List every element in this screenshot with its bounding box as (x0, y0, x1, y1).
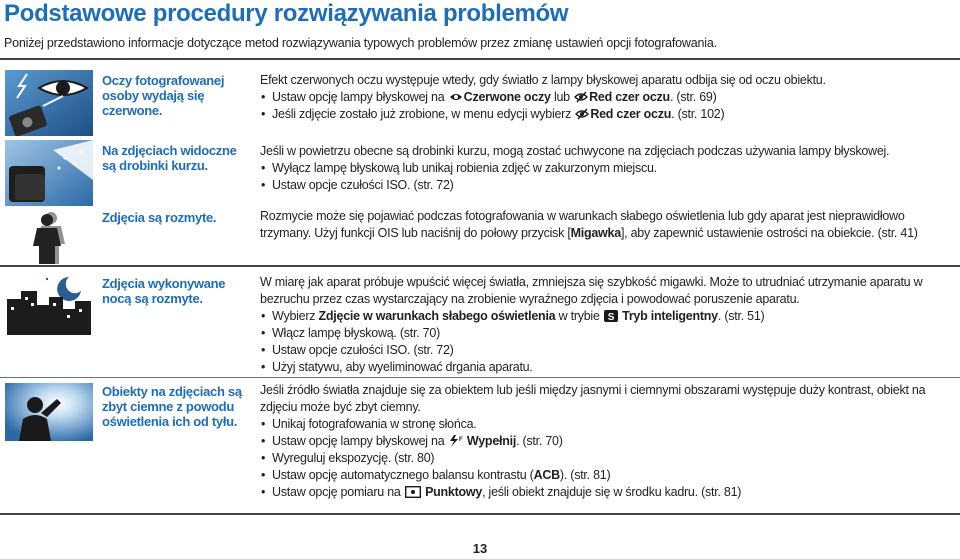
list-item: • Unikaj fotografowania w stronę słońca. (260, 416, 956, 433)
list-item: • Wybierz Zdjęcie w warunkach słabego oświetlenia w trybie S Tryb inteligentny. (str. 51) (260, 308, 956, 325)
page-number: 13 (472, 541, 488, 556)
description: Rozmycie może się pojawiać podczas fotografowania w warunkach słabego oświetlenia lub gdy aparat jest nieprawidłowo trzymany. Użyj funkcji OIS lub naciśnij do połowy przycisk [Migawka], aby zapewnić ustawienie ostrości na obiekcie. (str. 41) (260, 209, 918, 240)
list-item: • Wyłącz lampę błyskową lub unikaj robienia zdjęć w zakurzonym miejscu. (260, 160, 956, 177)
night-city-icon (5, 271, 93, 335)
list-item: • Ustaw opcje czułości ISO. (str. 72) (260, 177, 956, 194)
blurred-person-icon (5, 208, 93, 264)
problem-label-dust: Na zdjęciach widoczne są drobinki kurzu. (102, 143, 237, 173)
red-eye-icon (449, 91, 463, 103)
description: Jeśli źródło światła znajduje się za obiektem lub jeśli między jasnymi i ciemnymi obszarami występuje duży kontrast, obiekt na zdjęciu może być zbyt ciemny. (260, 383, 926, 414)
list-item: • Ustaw opcję pomiaru na Punktowy, jeśli obiekt znajduje się w środku kadru. (str. 81) (260, 484, 956, 501)
svg-text:F: F (458, 437, 463, 443)
problem-label-backlight: Obiekty na zdjęciach są zbyt ciemne z powodu oświetlenia ich od tyłu. (102, 384, 242, 429)
intro-text: Poniżej przedstawiono informacje dotyczące metod rozwiązywania typowych problemów przez zmianę ustawień opcji fotografowania. (4, 36, 717, 50)
solution-night (260, 274, 956, 376)
header-divider (0, 58, 960, 60)
solution-backlight (260, 382, 956, 501)
description: W miarę jak aparat próbuje wpuścić więcej światła, zmniejsza się szybkość migawki. Może to utrudniać utrzymanie aparatu w bezruchu przez czas wystarczający na zrobienie wyraźnego zdjęcia i powodować poruszenie aparatu. (260, 275, 923, 306)
solution-blurry (260, 208, 956, 242)
red-eye-camera-icon (5, 70, 93, 136)
section-divider (0, 265, 960, 267)
red-eye-fix-icon (574, 91, 588, 103)
list-item: • Ustaw opcje czułości ISO. (str. 72) (260, 342, 956, 359)
problem-label-red-eye: Oczy fotografowanej osoby wydają się czerwone. (102, 73, 225, 118)
red-eye-fix-icon (575, 108, 589, 120)
list-item: • Ustaw opcję lampy błyskowej na F Wypełnij. (str. 70) (260, 433, 956, 450)
backlit-person-icon (5, 383, 93, 441)
list-item: • Ustaw opcję lampy błyskowej na Czerwone oczy lub Red czer oczu. (str. 69) (260, 89, 956, 106)
problem-label-blurry: Zdjęcia są rozmyte. (102, 210, 217, 225)
svg-text:S: S (607, 312, 615, 322)
page-title: Podstawowe procedury rozwiązywania problemów (4, 0, 569, 27)
solution-dust (260, 143, 956, 194)
row-divider (0, 377, 960, 378)
smart-mode-icon (604, 310, 618, 322)
fill-flash-icon (449, 435, 463, 447)
solution-red-eye (260, 72, 956, 123)
description: Efekt czerwonych oczu występuje wtedy, gdy światło z lampy błyskowej aparatu odbija się od oczu obiektu. (260, 73, 826, 87)
list-item: • Ustaw opcję automatycznego balansu kontrastu (ACB). (str. 81) (260, 467, 956, 484)
footer-divider (0, 513, 960, 515)
description: Jeśli w powietrzu obecne są drobinki kurzu, mogą zostać uchwycone na zdjęciach podczas używania lampy błyskowej. (260, 144, 890, 158)
problem-label-night: Zdjęcia wykonywane nocą są rozmyte. (102, 276, 226, 306)
dust-particles-icon (5, 140, 93, 206)
list-item: • Jeśli zdjęcie zostało już zrobione, w menu edycji wybierz Red czer oczu. (str. 102) (260, 106, 956, 123)
list-item: • Włącz lampę błyskową. (str. 70) (260, 325, 956, 342)
list-item: • Użyj statywu, aby wyeliminować drgania aparatu. (260, 359, 956, 376)
spot-metering-icon (405, 486, 421, 498)
list-item: • Wyreguluj ekspozycję. (str. 80) (260, 450, 956, 467)
